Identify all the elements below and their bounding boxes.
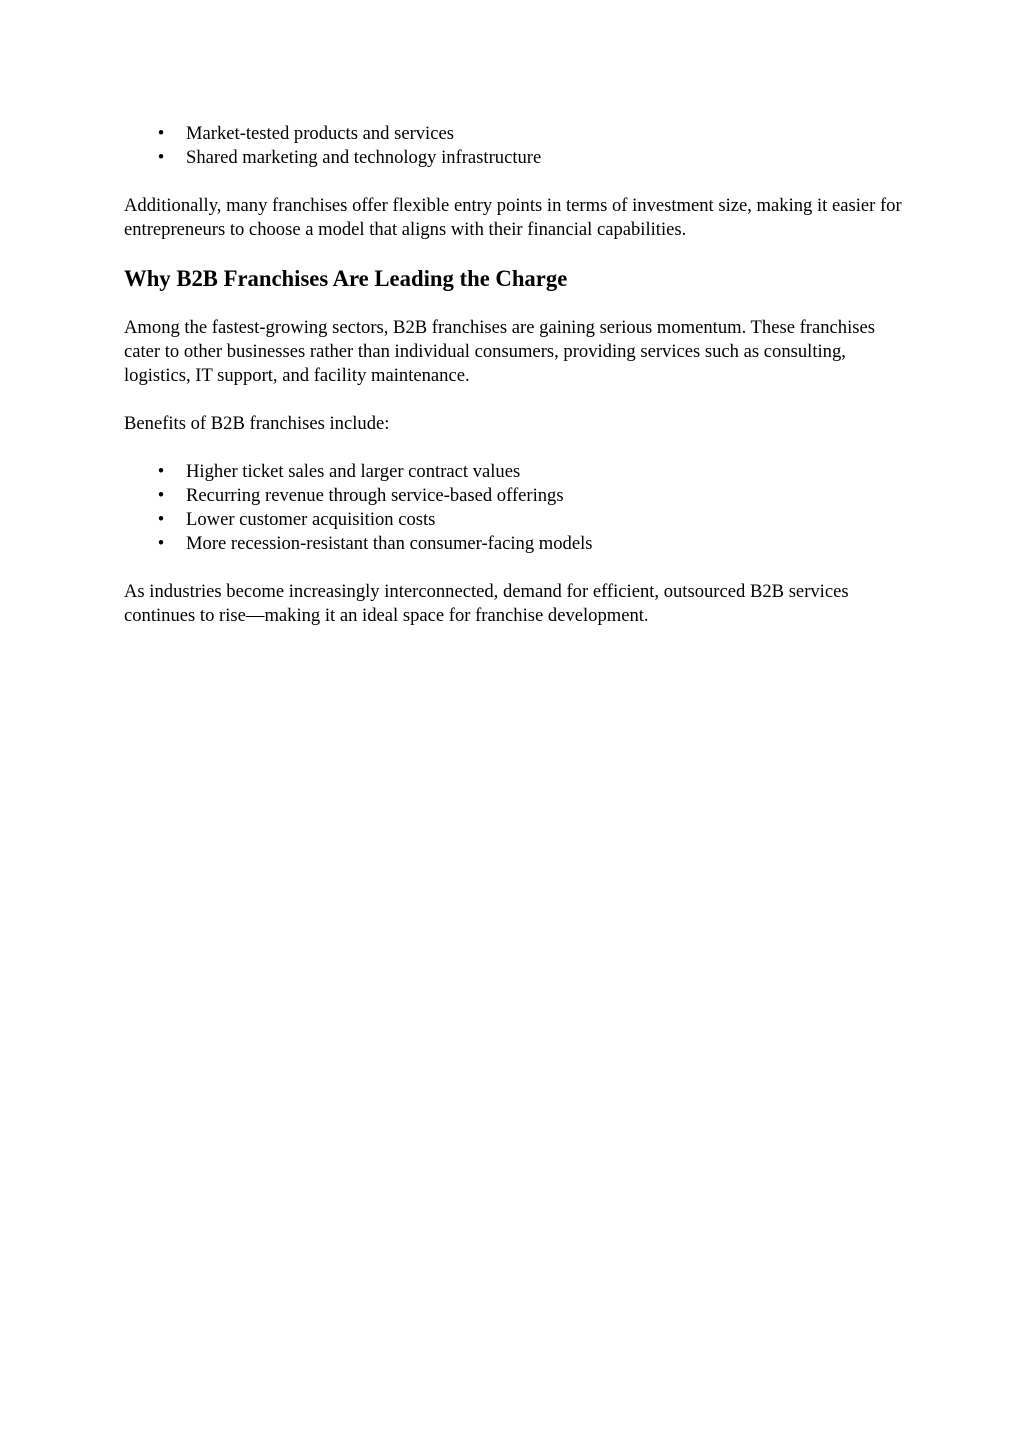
bullet-icon: • (157, 533, 165, 554)
section-heading: Why B2B Franchises Are Leading the Charge (124, 266, 568, 291)
bullet-icon: • (157, 123, 165, 144)
list-item (124, 484, 904, 508)
list-item-text: Lower customer acquisition costs (186, 509, 436, 530)
bullet-list-offerings (124, 122, 904, 170)
bullet-icon: • (157, 147, 165, 168)
list-item (124, 460, 904, 484)
list-item (124, 146, 904, 170)
paragraph-benefits: Benefits of B2B franchises include: (124, 413, 390, 434)
paragraph-among: Among the fastest-growing sectors, B2B franchises are gaining serious momentum. These franchises cater to other businesses rather than individual consumers, providing services such as consulting, logistics, IT support, and facility maintenance. (124, 317, 875, 386)
list-item-text: Market-tested products and services (186, 123, 454, 144)
list-item-text: Higher ticket sales and larger contract values (186, 461, 521, 482)
paragraph-industries: As industries become increasingly interconnected, demand for efficient, outsourced B2B services continues to rise—making it an ideal space for franchise development. (124, 581, 849, 626)
list-item (124, 508, 904, 532)
paragraph-additionally: Additionally, many franchises offer flexible entry points in terms of investment size, making it easier for entrepreneurs to choose a model that aligns with their financial capabilities. (124, 195, 902, 240)
bullet-icon: • (157, 509, 165, 530)
list-item (124, 122, 904, 146)
bullet-list-benefits (124, 460, 904, 556)
bullet-icon: • (157, 485, 165, 506)
list-item-text: Shared marketing and technology infrastructure (186, 147, 542, 168)
list-item (124, 532, 904, 556)
bullet-icon: • (157, 461, 165, 482)
document-content (124, 122, 904, 628)
list-item-text: Recurring revenue through service-based offerings (186, 485, 564, 506)
list-item-text: More recession-resistant than consumer-facing models (186, 533, 593, 554)
